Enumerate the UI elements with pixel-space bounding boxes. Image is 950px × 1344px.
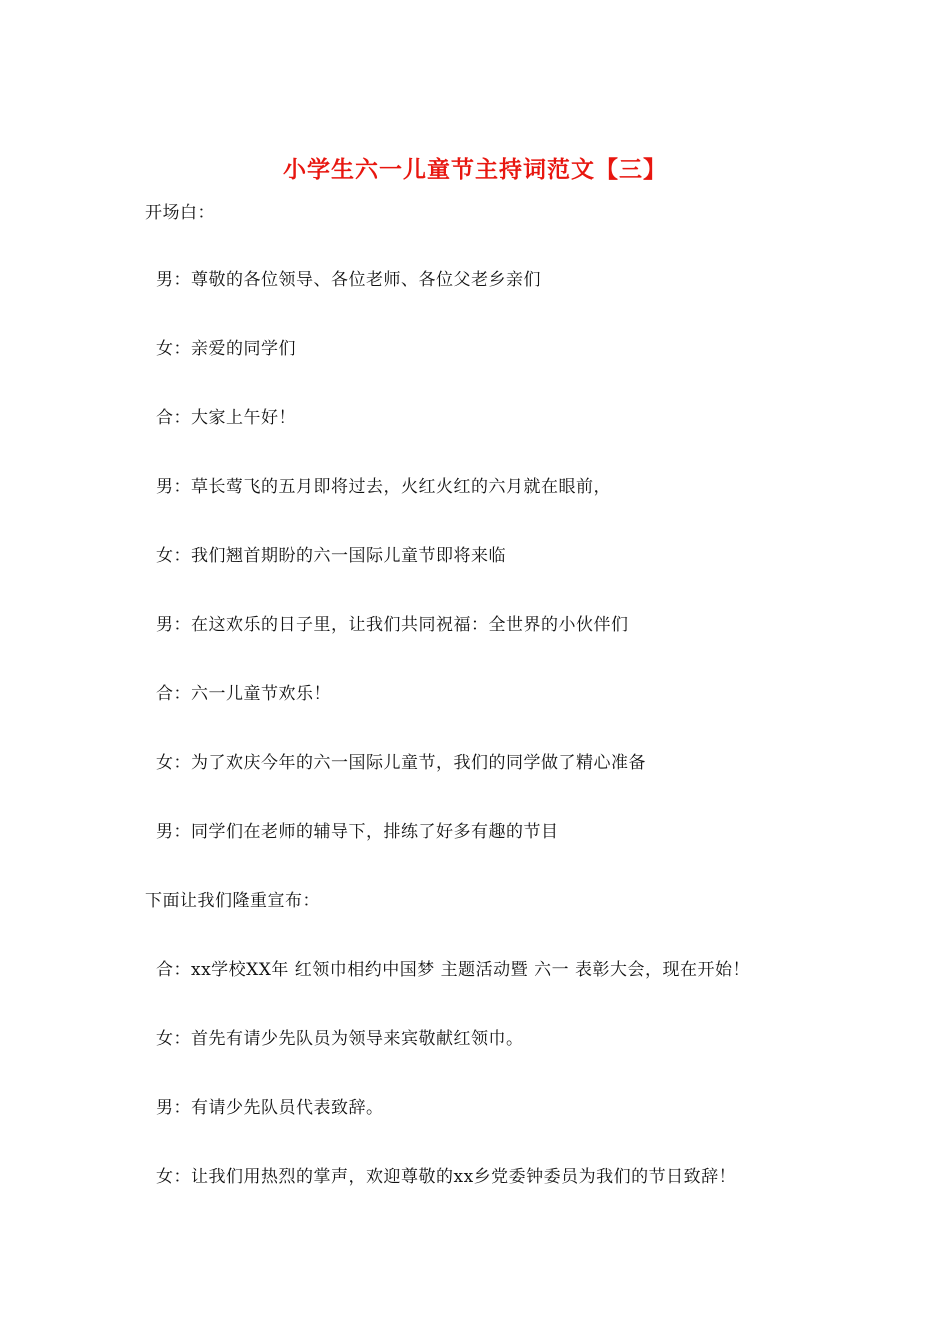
script-line: 女：亲爱的同学们 bbox=[156, 339, 296, 359]
script-line: 男：有请少先队员代表致辞。 bbox=[156, 1098, 384, 1118]
script-line: 男：草长莺飞的五月即将过去，火红火红的六月就在眼前， bbox=[156, 477, 611, 497]
script-line: 合：xx学校XX年 红领巾相约中国梦 主题活动暨 六一 表彰大会，现在开始！ bbox=[156, 960, 750, 980]
announce-line: 下面让我们隆重宣布： bbox=[145, 891, 320, 911]
script-line: 女：让我们用热烈的掌声，欢迎尊敬的xx乡党委钟委员为我们的节日致辞！ bbox=[156, 1167, 737, 1187]
script-line: 男：尊敬的各位领导、各位老师、各位父老乡亲们 bbox=[156, 270, 541, 290]
script-line: 男：在这欢乐的日子里，让我们共同祝福：全世界的小伙伴们 bbox=[156, 615, 629, 635]
document-title: 小学生六一儿童节主持词范文【三】 bbox=[283, 156, 667, 183]
script-line: 合：六一儿童节欢乐！ bbox=[156, 684, 331, 704]
intro-heading: 开场白： bbox=[145, 203, 215, 223]
script-line: 女：为了欢庆今年的六一国际儿童节，我们的同学做了精心准备 bbox=[156, 753, 646, 773]
script-line: 女：我们翘首期盼的六一国际儿童节即将来临 bbox=[156, 546, 506, 566]
script-line: 合：大家上午好！ bbox=[156, 408, 296, 428]
script-line: 女：首先有请少先队员为领导来宾敬献红领巾。 bbox=[156, 1029, 524, 1049]
script-line: 男：同学们在老师的辅导下，排练了好多有趣的节目 bbox=[156, 822, 559, 842]
